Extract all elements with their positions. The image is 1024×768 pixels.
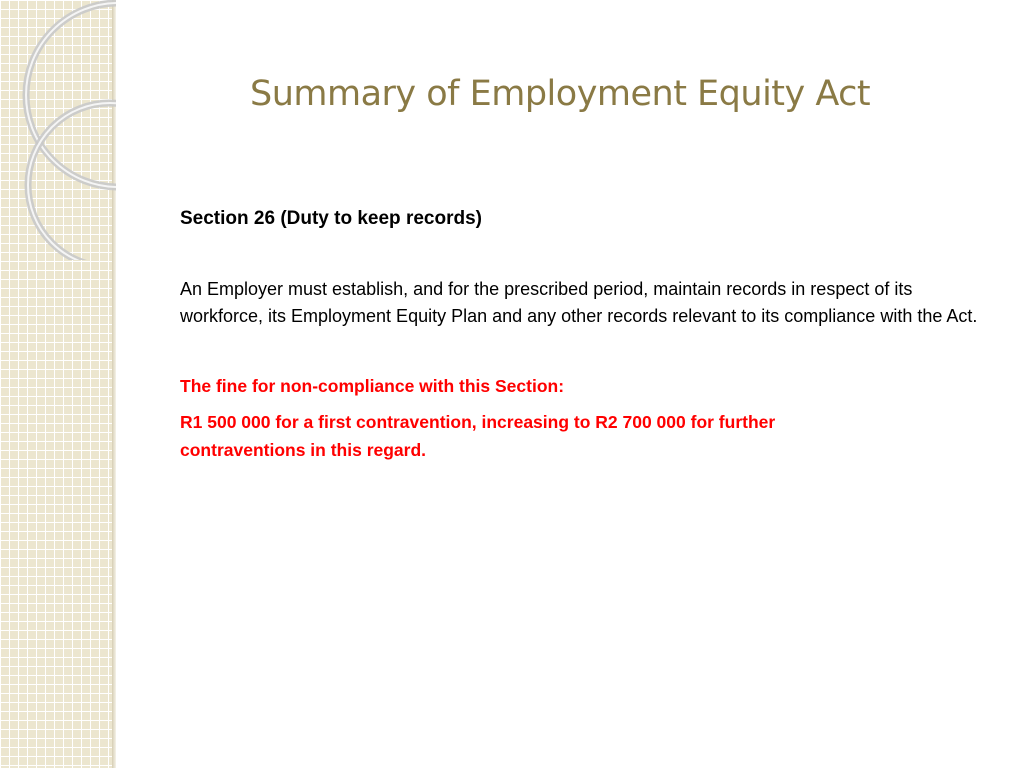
body-paragraph: An Employer must establish, and for the prescribed period, maintain records in respect of its workforce, its Employment Equity Plan and any other records relevant to its compliance with the Act.	[180, 279, 978, 326]
decorative-rings-icon	[0, 0, 116, 260]
fine-detail: R1 500 000 for a first contravention, increasing to R2 700 000 for further contraventions in this regard.	[180, 412, 776, 460]
fine-heading: The fine for non-compliance with this Section:	[180, 376, 565, 396]
section-heading: Section 26 (Duty to keep records)	[180, 208, 482, 229]
slide-title: Summary of Employment Equity Act	[250, 74, 871, 114]
slide-content	[180, 204, 1000, 464]
